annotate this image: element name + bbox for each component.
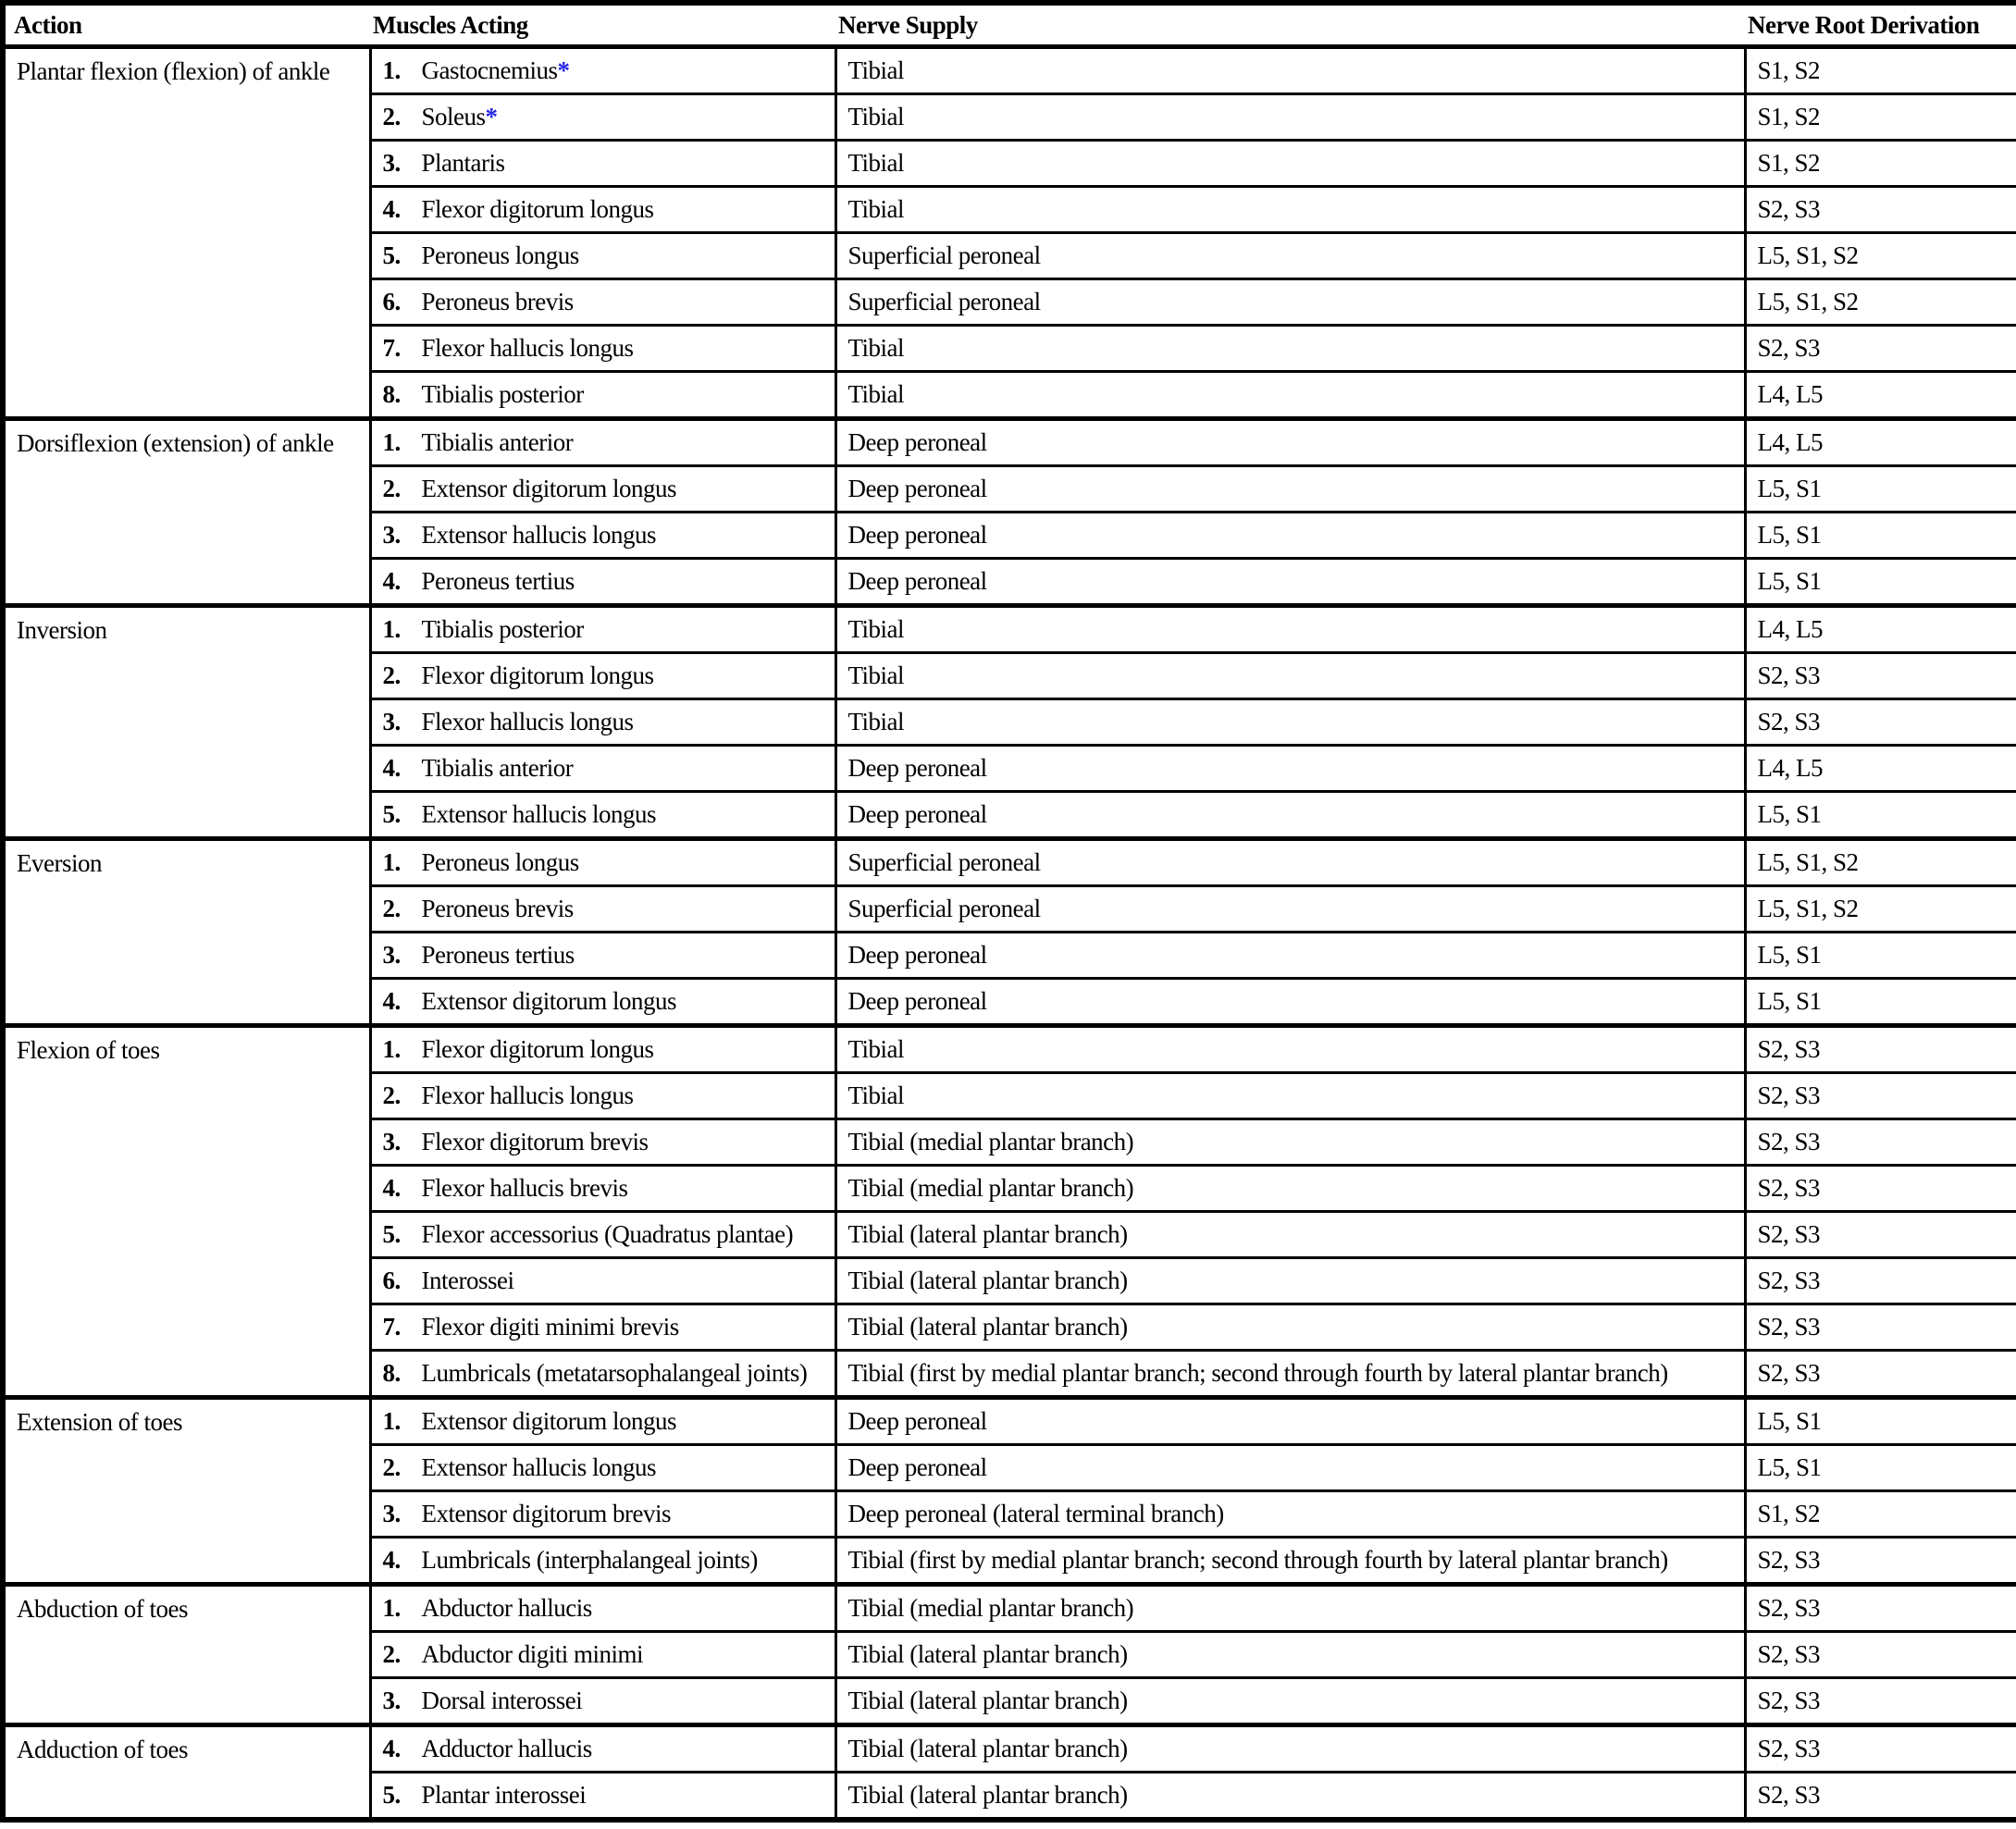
action-cell: Dorsiflexion (extension) of ankle — [3, 419, 370, 606]
muscle-cell — [370, 559, 835, 606]
muscle-number: 4. — [382, 754, 401, 782]
muscle-name: Flexor digitorum longus — [421, 195, 654, 223]
nerve-supply-cell: Tibial — [835, 606, 1745, 653]
nerve-supply-cell: Tibial (lateral plantar branch) — [835, 1725, 1745, 1773]
muscle-cell — [370, 326, 835, 372]
nerve-supply-cell: Tibial (lateral plantar branch) — [835, 1632, 1745, 1678]
muscle-name: Gastocnemius — [421, 56, 558, 84]
muscle-number: 2. — [382, 103, 401, 130]
nerve-supply-cell: Tibial (lateral plantar branch) — [835, 1304, 1745, 1351]
muscle-cell — [370, 1678, 835, 1725]
nerve-roots-cell: L5, S1 — [1745, 513, 2016, 559]
table-row — [3, 606, 2016, 653]
muscle-number: 2. — [382, 1081, 401, 1109]
table-body — [3, 47, 2016, 1821]
nerve-supply-cell: Deep peroneal — [835, 792, 1745, 839]
nerve-roots-cell: L5, S1 — [1745, 1445, 2016, 1491]
nerve-supply-cell: Tibial (first by medial plantar branch; second through fourth by lateral plantar branch) — [835, 1351, 1745, 1398]
nerve-supply-cell: Tibial (lateral plantar branch) — [835, 1773, 1745, 1821]
muscle-number: 3. — [382, 149, 401, 177]
nerve-supply-cell: Tibial — [835, 653, 1745, 699]
muscle-name: Extensor digitorum brevis — [421, 1500, 671, 1527]
muscle-cell — [370, 466, 835, 513]
nerve-roots-cell: S2, S3 — [1745, 1678, 2016, 1725]
nerve-roots-cell: S2, S3 — [1745, 1026, 2016, 1073]
nerve-roots-cell: S1, S2 — [1745, 47, 2016, 94]
muscle-cell — [370, 1351, 835, 1398]
muscle-cell — [370, 141, 835, 187]
muscle-name: Extensor digitorum longus — [421, 475, 676, 502]
nerve-roots-cell: S2, S3 — [1745, 1258, 2016, 1304]
muscle-number: 1. — [382, 428, 401, 456]
muscle-cell — [370, 979, 835, 1026]
table-row — [3, 47, 2016, 94]
nerve-supply-cell: Tibial — [835, 47, 1745, 94]
nerve-roots-cell: S2, S3 — [1745, 326, 2016, 372]
nerve-roots-cell: S1, S2 — [1745, 94, 2016, 141]
nerve-roots-cell: L5, S1, S2 — [1745, 886, 2016, 933]
muscle-number: 1. — [382, 615, 401, 643]
muscle-name: Extensor digitorum longus — [421, 987, 676, 1015]
nerve-supply-cell: Superficial peroneal — [835, 233, 1745, 279]
muscle-cell — [370, 419, 835, 466]
muscle-number: 3. — [382, 708, 401, 735]
muscle-name: Peroneus tertius — [421, 567, 575, 595]
muscle-number: 8. — [382, 1359, 401, 1387]
muscle-name: Flexor digitorum brevis — [421, 1128, 649, 1155]
muscle-name: Lumbricals (interphalangeal joints) — [421, 1546, 758, 1574]
nerve-roots-cell: L5, S1 — [1745, 792, 2016, 839]
muscle-name: Peroneus brevis — [421, 895, 574, 922]
muscle-cell — [370, 1538, 835, 1585]
muscle-name: Dorsal interossei — [421, 1687, 583, 1714]
nerve-roots-cell: S2, S3 — [1745, 653, 2016, 699]
nerve-supply-cell: Superficial peroneal — [835, 886, 1745, 933]
muscle-number: 3. — [382, 1500, 401, 1527]
muscle-name: Abductor hallucis — [421, 1594, 592, 1622]
nerve-roots-cell: L4, L5 — [1745, 372, 2016, 419]
column-header-nerve-root-derivation: Nerve Root Derivation — [1745, 3, 2016, 47]
nerve-supply-cell: Tibial — [835, 326, 1745, 372]
nerve-roots-cell: L4, L5 — [1745, 746, 2016, 792]
muscle-name: Peroneus longus — [421, 241, 579, 269]
muscle-name: Tibialis anterior — [421, 428, 574, 456]
table-row — [3, 1725, 2016, 1773]
muscle-cell — [370, 1304, 835, 1351]
nerve-supply-cell: Tibial — [835, 1073, 1745, 1119]
nerve-roots-cell: L5, S1 — [1745, 979, 2016, 1026]
muscle-number: 4. — [382, 1735, 401, 1762]
muscle-number: 1. — [382, 848, 401, 876]
nerve-supply-cell: Tibial (medial plantar branch) — [835, 1166, 1745, 1212]
muscle-cell — [370, 1632, 835, 1678]
action-cell: Inversion — [3, 606, 370, 839]
muscle-cell — [370, 1445, 835, 1491]
nerve-roots-cell: S2, S3 — [1745, 1725, 2016, 1773]
muscle-name: Adductor hallucis — [421, 1735, 592, 1762]
muscle-number: 4. — [382, 195, 401, 223]
table-row — [3, 1585, 2016, 1632]
muscle-name: Peroneus tertius — [421, 941, 575, 969]
nerve-roots-cell: S2, S3 — [1745, 1538, 2016, 1585]
action-cell: Abduction of toes — [3, 1585, 370, 1725]
nerve-supply-cell: Tibial (medial plantar branch) — [835, 1119, 1745, 1166]
muscle-cell — [370, 792, 835, 839]
muscle-number: 1. — [382, 1407, 401, 1435]
muscle-name: Plantar interossei — [421, 1781, 587, 1809]
muscle-number: 6. — [382, 1267, 401, 1294]
action-cell: Plantar flexion (flexion) of ankle — [3, 47, 370, 419]
muscle-name: Flexor accessorius (Quadratus plantae) — [421, 1220, 794, 1248]
nerve-supply-cell: Tibial (medial plantar branch) — [835, 1585, 1745, 1632]
muscle-name: Peroneus brevis — [421, 288, 574, 315]
muscle-cell — [370, 606, 835, 653]
nerve-supply-cell: Superficial peroneal — [835, 839, 1745, 886]
muscle-name: Interossei — [421, 1267, 514, 1294]
muscle-name: Peroneus longus — [421, 848, 579, 876]
muscle-number: 7. — [382, 334, 401, 362]
muscle-number: 6. — [382, 288, 401, 315]
nerve-supply-cell: Tibial — [835, 699, 1745, 746]
muscle-number: 2. — [382, 895, 401, 922]
muscle-number: 1. — [382, 56, 401, 84]
muscle-cell — [370, 1212, 835, 1258]
muscle-cell — [370, 94, 835, 141]
muscle-cell — [370, 1773, 835, 1821]
nerve-supply-cell: Deep peroneal — [835, 933, 1745, 979]
nerve-roots-cell: S2, S3 — [1745, 699, 2016, 746]
muscle-cell — [370, 1491, 835, 1538]
muscle-number: 5. — [382, 241, 401, 269]
muscle-cell — [370, 886, 835, 933]
muscle-cell — [370, 1258, 835, 1304]
muscle-number: 5. — [382, 1781, 401, 1809]
nerve-supply-cell: Deep peroneal — [835, 1445, 1745, 1491]
muscle-cell — [370, 187, 835, 233]
muscle-name: Tibialis posterior — [421, 615, 584, 643]
muscle-name: Flexor digiti minimi brevis — [421, 1313, 679, 1341]
nerve-supply-cell: Tibial (lateral plantar branch) — [835, 1212, 1745, 1258]
muscle-name: Flexor hallucis brevis — [421, 1174, 628, 1202]
muscle-number: 1. — [382, 1594, 401, 1622]
column-header-nerve-supply: Nerve Supply — [835, 3, 1745, 47]
nerve-supply-cell: Tibial (first by medial plantar branch; second through fourth by lateral plantar branch) — [835, 1538, 1745, 1585]
muscle-number: 2. — [382, 1640, 401, 1668]
muscle-name: Flexor hallucis longus — [421, 708, 634, 735]
nerve-roots-cell: S2, S3 — [1745, 1119, 2016, 1166]
nerve-roots-cell: S2, S3 — [1745, 1585, 2016, 1632]
asterisk-marker: * — [557, 56, 570, 84]
nerve-roots-cell: S2, S3 — [1745, 1351, 2016, 1398]
nerve-supply-cell: Tibial — [835, 187, 1745, 233]
table-row — [3, 839, 2016, 886]
nerve-supply-cell: Deep peroneal — [835, 559, 1745, 606]
muscle-number: 4. — [382, 987, 401, 1015]
muscle-name: Extensor hallucis longus — [421, 800, 656, 828]
muscle-name: Soleus — [421, 103, 486, 130]
nerve-roots-cell: S2, S3 — [1745, 1773, 2016, 1821]
nerve-roots-cell: L4, L5 — [1745, 419, 2016, 466]
action-cell: Adduction of toes — [3, 1725, 370, 1821]
nerve-supply-cell: Deep peroneal — [835, 466, 1745, 513]
action-cell: Eversion — [3, 839, 370, 1026]
nerve-roots-cell: S1, S2 — [1745, 141, 2016, 187]
nerve-roots-cell: L4, L5 — [1745, 606, 2016, 653]
nerve-roots-cell: L5, S1, S2 — [1745, 233, 2016, 279]
muscle-cell — [370, 1725, 835, 1773]
header-row — [3, 3, 2016, 47]
muscle-number: 5. — [382, 1220, 401, 1248]
nerve-supply-cell: Tibial (lateral plantar branch) — [835, 1678, 1745, 1725]
muscle-number: 4. — [382, 1546, 401, 1574]
muscle-number: 4. — [382, 567, 401, 595]
nerve-supply-cell: Deep peroneal — [835, 419, 1745, 466]
nerve-supply-cell: Tibial (lateral plantar branch) — [835, 1258, 1745, 1304]
muscle-cell — [370, 1119, 835, 1166]
nerve-roots-cell: S2, S3 — [1745, 1632, 2016, 1678]
muscle-number: 2. — [382, 1453, 401, 1481]
muscle-number: 4. — [382, 1174, 401, 1202]
nerve-roots-cell: L5, S1 — [1745, 933, 2016, 979]
muscle-number: 1. — [382, 1035, 401, 1063]
muscle-cell — [370, 372, 835, 419]
table-header — [3, 3, 2016, 47]
muscle-name: Flexor hallucis longus — [421, 334, 634, 362]
nerve-supply-cell: Deep peroneal — [835, 513, 1745, 559]
muscle-cell — [370, 1585, 835, 1632]
muscle-cell — [370, 839, 835, 886]
muscle-number: 3. — [382, 521, 401, 549]
asterisk-marker: * — [485, 103, 498, 130]
action-cell: Extension of toes — [3, 1398, 370, 1585]
muscle-cell — [370, 1073, 835, 1119]
muscle-number: 3. — [382, 1128, 401, 1155]
muscle-name: Tibialis anterior — [421, 754, 574, 782]
muscle-name: Flexor digitorum longus — [421, 661, 654, 689]
muscle-name: Extensor hallucis longus — [421, 521, 656, 549]
nerve-supply-cell: Tibial — [835, 372, 1745, 419]
table-row — [3, 1398, 2016, 1445]
nerve-roots-cell: L5, S1, S2 — [1745, 279, 2016, 326]
nerve-roots-cell: L5, S1 — [1745, 559, 2016, 606]
muscle-cell — [370, 513, 835, 559]
column-header-action: Action — [3, 3, 370, 47]
muscle-number: 3. — [382, 1687, 401, 1714]
nerve-roots-cell: S2, S3 — [1745, 1304, 2016, 1351]
muscle-name: Flexor digitorum longus — [421, 1035, 654, 1063]
muscle-name: Flexor hallucis longus — [421, 1081, 634, 1109]
muscle-name: Abductor digiti minimi — [421, 1640, 643, 1668]
nerve-supply-cell: Deep peroneal (lateral terminal branch) — [835, 1491, 1745, 1538]
muscle-number: 7. — [382, 1313, 401, 1341]
nerve-roots-cell: L5, S1 — [1745, 466, 2016, 513]
nerve-roots-cell: S2, S3 — [1745, 187, 2016, 233]
muscle-cell — [370, 233, 835, 279]
action-cell: Flexion of toes — [3, 1026, 370, 1398]
nerve-roots-cell: S2, S3 — [1745, 1212, 2016, 1258]
nerve-roots-cell: S2, S3 — [1745, 1166, 2016, 1212]
nerve-roots-cell: L5, S1, S2 — [1745, 839, 2016, 886]
table-row — [3, 419, 2016, 466]
nerve-roots-cell: S2, S3 — [1745, 1073, 2016, 1119]
muscle-cell — [370, 1166, 835, 1212]
nerve-roots-cell: S1, S2 — [1745, 1491, 2016, 1538]
nerve-supply-cell: Deep peroneal — [835, 746, 1745, 792]
muscle-name: Plantaris — [421, 149, 505, 177]
nerve-supply-cell: Tibial — [835, 141, 1745, 187]
column-header-muscles-acting: Muscles Acting — [370, 3, 835, 47]
nerve-supply-cell: Tibial — [835, 94, 1745, 141]
muscle-name: Tibialis posterior — [421, 380, 584, 408]
muscle-cell — [370, 933, 835, 979]
muscle-number: 2. — [382, 475, 401, 502]
muscle-number: 5. — [382, 800, 401, 828]
muscle-number: 8. — [382, 380, 401, 408]
muscle-number: 2. — [382, 661, 401, 689]
muscle-cell — [370, 746, 835, 792]
muscle-cell — [370, 699, 835, 746]
muscle-cell — [370, 1026, 835, 1073]
nerve-supply-cell: Deep peroneal — [835, 979, 1745, 1026]
muscle-name: Extensor digitorum longus — [421, 1407, 676, 1435]
muscle-cell — [370, 653, 835, 699]
muscle-cell — [370, 47, 835, 94]
muscle-cell — [370, 1398, 835, 1445]
nerve-supply-cell: Deep peroneal — [835, 1398, 1745, 1445]
nerve-supply-cell: Superficial peroneal — [835, 279, 1745, 326]
nerve-supply-cell: Tibial — [835, 1026, 1745, 1073]
nerve-roots-cell: L5, S1 — [1745, 1398, 2016, 1445]
table-row — [3, 1026, 2016, 1073]
muscle-cell — [370, 279, 835, 326]
muscle-number: 3. — [382, 941, 401, 969]
muscle-name: Lumbricals (metatarsophalangeal joints) — [421, 1359, 808, 1387]
muscle-name: Extensor hallucis longus — [421, 1453, 656, 1481]
